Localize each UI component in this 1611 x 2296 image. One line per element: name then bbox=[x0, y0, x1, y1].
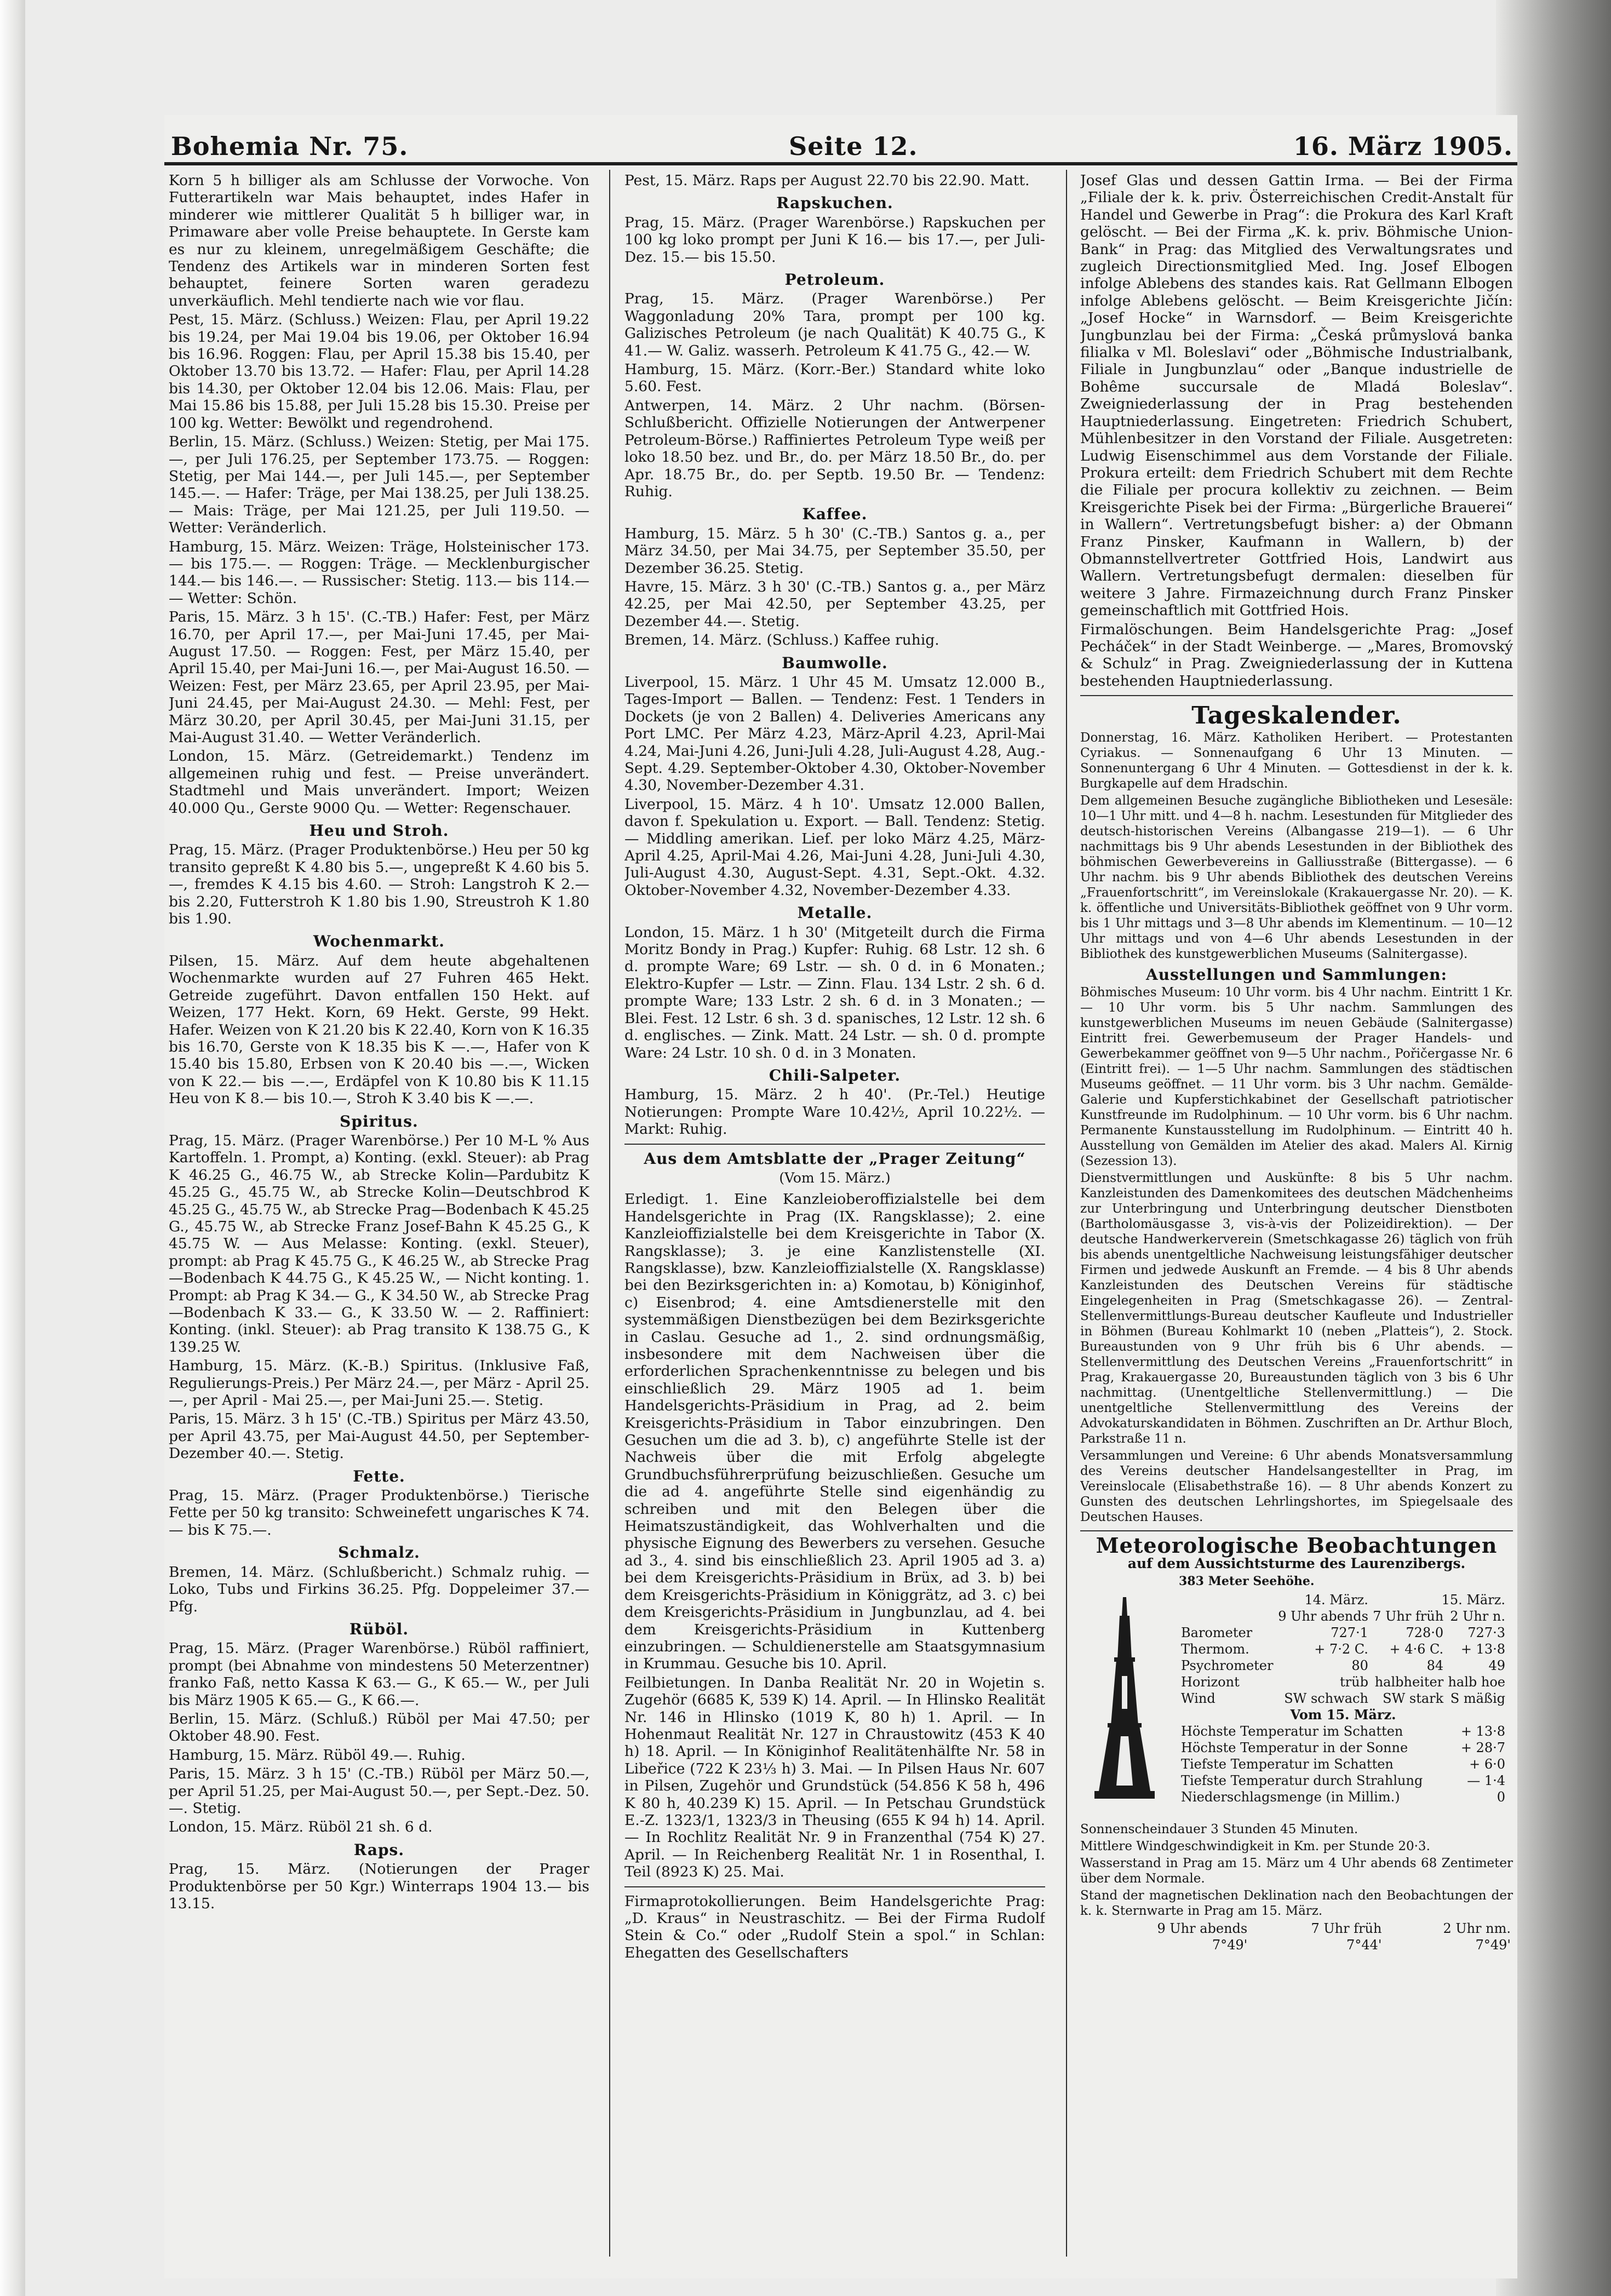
table-row bbox=[1179, 1723, 1507, 1740]
article-paragraph: Liverpool, 15. März. 4 h 10'. Umsatz 12.000 Ballen, davon f. Spekulation u. Export. — Ball. Tendenz: Stetig. — Middling amerikan. Lief. per loko März 4.25, März-April 4.25, April-Mai 4.26, Mai-Juni 4.28, Juni-Juli 4.30, Juli-August 4.30, August-Sept. 4.31, Sept.-Okt. 4.32. Oktober-November 4.32, November-Dezember 4.33. bbox=[624, 795, 1045, 899]
article-paragraph: Prag, 15. März. (Prager Warenbörse.) Rapskuchen per 100 kg loko prompt per Juni K 16.— bis 17.—, per Juli-Dez. 15.— bis 15.50. bbox=[624, 214, 1045, 266]
weather-table bbox=[1179, 1592, 1507, 1805]
cell: + 4·6 C. bbox=[1389, 1641, 1444, 1657]
time-header: 9 Uhr abends bbox=[1157, 1920, 1248, 1936]
cell: 7°44' bbox=[1346, 1937, 1382, 1953]
article-paragraph: Hamburg, 15. März. 2 h 40'. (Pr.-Tel.) Heutige Notierungen: Prompte Ware 10.42½, April 10.22½. — Markt: Ruhig. bbox=[624, 1086, 1045, 1138]
article-paragraph: Versammlungen und Vereine: 6 Uhr abends Monatsversammlung des Vereins deutscher Handelsangestellter in Prag, im Vereinslocale (Elisabethstraße 16). — 8 Uhr abends Konzert zu Gunsten des deutschen Lehrlingshortes, im Spiegelsaale des Deutschen Hauses. bbox=[1080, 1448, 1513, 1524]
cell: SW stark bbox=[1383, 1690, 1444, 1706]
section-heading: Metalle. bbox=[797, 904, 873, 922]
article-paragraph: Dem allgemeinen Besuche zugängliche Bibliotheken und Lesesäle: 10—1 Uhr mitt. und 4—8 h. nachm. Lesestunden für Mitglieder des deutsch-historischen Vereins (Albangasse 219—1). — 6 Uhr nachmittags bis 9 Uhr abends Lesestunden in der Bibliothek des böhmischen Gewerbevereins in Galliusstraße (Bittergasse). — 6 Uhr nachm. bis 9 Uhr abends Bibliothek des deutschen Vereins „Frauenfortschritt“, im Vereinslokale (Krakauergasse Nr. 20). — K. k. öffentliche und Universitäts-Bibliothek geöffnet von 9 Uhr vorm. bis 1 Uhr mittags und 3—8 Uhr abends im Klementinum. — 10—12 Uhr mittags und von 4—6 Uhr abends Lesestunden in der Bibliothek des kunstgewerblichen Museums (Salnitergasse). bbox=[1080, 793, 1513, 961]
time-header: 2 Uhr n. bbox=[1450, 1608, 1505, 1624]
cell: halbheiter bbox=[1374, 1674, 1444, 1690]
divider bbox=[624, 1886, 1045, 1887]
section-heading-meteorology: Meteorologische Beobachtungen bbox=[1096, 1532, 1498, 1558]
article-paragraph: Prag, 15. März. (Prager Produktenbörse.) Tierische Fette per 50 kg transito: Schweinefett ungarisches K 74.— bis K 75.—. bbox=[169, 1487, 589, 1539]
cell: SW schwach bbox=[1284, 1690, 1368, 1706]
section-heading: Schmalz. bbox=[338, 1543, 420, 1562]
date-header: 15. März. bbox=[1441, 1592, 1505, 1608]
table-row bbox=[1179, 1674, 1507, 1690]
cell: 728·0 bbox=[1406, 1625, 1444, 1640]
section-heading: Ausstellungen und Sammlungen: bbox=[1146, 965, 1447, 984]
section-heading: Baumwolle. bbox=[782, 653, 888, 672]
section-heading-tageskalender: Tageskalender. bbox=[1191, 702, 1402, 730]
divider bbox=[1080, 1530, 1513, 1531]
article-paragraph: Pilsen, 15. März. Auf dem heute abgehaltenen Wochenmarkte wurden auf 27 Fuhren 465 Hekt. Getreide zugeführt. Davon entfallen 150 Hekt. auf Weizen, 177 Hekt. Korn, 69 Hekt. Gerste, 99 Hekt. Hafer. Weizen von K 21.20 bis K 22.40, Korn von K 16.35 bis 16.70, Gerste von K 18.35 bis K —.—, Hafer von K 15.40 bis 15.80, Erbsen von K 20.40 bis —.—, Wicken von K 22.— bis —.—, Erdäpfel von K 10.80 bis K 11.15 Heu von K 8.— bis 10.—, Stroh K 3.40 bis K —.—. bbox=[169, 952, 589, 1107]
article-paragraph: Sonnenscheindauer 3 Stunden 45 Minuten. bbox=[1080, 1822, 1358, 1836]
article-paragraph: Hamburg, 15. März. Weizen: Träge, Holsteinischer 173.— bis 175.—. — Roggen: Träge. — Mecklenburgischer 144.— bis 146.—. — Russischer: Stetig. 113.— bis 114.— — Wetter: Schön. bbox=[169, 538, 589, 607]
section-heading: Raps. bbox=[353, 1840, 405, 1859]
weather-observations bbox=[1080, 1592, 1513, 1822]
newspaper-page bbox=[164, 115, 1517, 2278]
cell: + 13·8 bbox=[1460, 1723, 1505, 1739]
article-paragraph: Prag, 15. März. (Notierungen der Prager Produktenbörse per 50 Kgr.) Winterraps 1904 13.— bis 13.15. bbox=[169, 1861, 589, 1912]
article-paragraph: Bremen, 14. März. (Schlußbericht.) Schmalz ruhig. — Loko, Tubs und Firkins 36.25. Pfg. Doppeleimer 37.— Pfg. bbox=[169, 1563, 589, 1615]
row-label: Horizont bbox=[1181, 1674, 1240, 1690]
article-paragraph: London, 15. März. (Getreidemarkt.) Tendenz im allgemeinen ruhig und fest. — Preise unverändert. Stadtmehl und Mais unverändert. Import; Weizen 40.000 Qu., Gerste 9000 Qu. — Wetter: Regenschauer. bbox=[169, 748, 589, 817]
time-header: 7 Uhr früh bbox=[1373, 1608, 1444, 1624]
section-heading: Chili-Salpeter. bbox=[769, 1066, 901, 1084]
row-label: Höchste Temperatur in der Sonne bbox=[1181, 1740, 1408, 1755]
cell: 7°49' bbox=[1212, 1937, 1248, 1953]
article-paragraph: Paris, 15. März. 3 h 15' (C.-TB.) Rüböl per März 50.—, per April 51.25, per Mai-August 50.—, per Sept.-Dez. 50.—. Stetig. bbox=[169, 1765, 589, 1817]
article-paragraph: Hamburg, 15. März. Rüböl 49.—. Ruhig. bbox=[169, 1746, 466, 1764]
row-label: Höchste Temperatur im Schatten bbox=[1181, 1723, 1403, 1739]
article-paragraph: Antwerpen, 14. März. 2 Uhr nachm. (Börsen-Schlußbericht. Offizielle Notierungen der Antwerpener Petroleum-Börse.) Raffiniertes Petroleum Type weiß per loko 18.50 bez. und Br., do. per März 18.50 Br., do. per Apr. 18.75 Br., do. per Septb. 19.50 Br. — Tendenz: Ruhig. bbox=[624, 397, 1045, 500]
article-paragraph: Liverpool, 15. März. 1 Uhr 45 M. Umsatz 12.000 B., Tages-Import — Ballen. — Tendenz: Fest. 1 Tenders in Dockets (je von 2 Ballen) 4. Deliveries Americans any Port LMC. Per März 4.23, März-April 4.23, April-Mai 4.24, Mai-Juni 4.26, Juni-Juli 4.28, Juli-August 4.28, Aug.-Sept. 4.29. September-Oktober 4.30, Oktober-November 4.30, November-Dezember 4.31. bbox=[624, 673, 1045, 794]
article-paragraph: Hamburg, 15. März. (K.-B.) Spiritus. (Inklusive Faß, Regulierungs-Preis.) Per März 24.—, per März - April 25.—, per April - Mai 25.—, per Mai-Juni 25.—. Stetig. bbox=[169, 1357, 589, 1409]
section-heading: Aus dem Amtsblatte der „Prager Zeitung“ bbox=[644, 1149, 1026, 1168]
article-paragraph: Prag, 15. März. (Prager Produktenbörse.) Heu per 50 kg transito gepreßt K 4.80 bis 5.—, ungepreßt K 4.60 bis 5.—, fremdes K 4.15 bis 4.60. — Stroh: Langstroh K 2.— bis 2.20, Futterstroh K 1.80 bis 1.90, Streustroh K 1.80 bis 1.90. bbox=[169, 841, 589, 928]
article-paragraph: Mittlere Windgeschwindigkeit in Km. per Stunde 20·3. bbox=[1080, 1839, 1430, 1853]
article-paragraph: Dienstvermittlungen und Auskünfte: 8 bis 5 Uhr nachm. Kanzleistunden des Damenkomitees des deutschen Mädchenheims zur Unterbringung und Unterbringung deutscher Dienstboten (Bartholomäusgasse 3, vis-à-vis der Polizeidirektion). — Der deutsche Handwerkerverein (Smetschkagasse 26) täglich von früh bis abends unentgeltliche Nachweisung leistungsfähiger deutscher Firmen und jedwede Auskunft an Fremde. — 4 bis 8 Uhr abends Kanzleistunden des Deutschen Vereins für städtische Eingelegenheiten in Prag (Smetschkagasse 26). — Zentral-Stellenvermittlungs-Bureau deutscher Kaufleute und Industrieller in Böhmen (Bureau Kohlmarkt 10 (neben „Platteis“), 2. Stock. Bureaustunden von 9 Uhr früh bis 6 Uhr abends. — Stellenvermittlung des Deutschen Vereins „Frauenfortschritt“ in Prag, Krakauergasse 20, Bureaustunden täglich von 3 bis 6 Uhr nachmittag. (Unentgeltliche Stellenvermittlung.) — Die unentgeltliche Stellenvermittlung des Vereins der Advokaturskandidaten in Böhmen. Zuschriften an Dr. Arthur Bloch, Parkstraße 11 n. bbox=[1080, 1170, 1513, 1446]
article-paragraph: Prag, 15. März. (Prager Warenbörse.) Per Waggonladung 20% Tara, prompt per 100 kg. Galizisches Petroleum (je nach Qualität) K 40.75 G., K 41.— W. Galiz. wasserh. Petroleum K 41.75 G., 42.— W. bbox=[624, 290, 1045, 359]
article-paragraph: Hamburg, 15. März. (Korr.-Ber.) Standard white loko 5.60. Fest. bbox=[624, 361, 1045, 395]
article-paragraph: Havre, 15. März. 3 h 30' (C.-TB.) Santos g. a., per März 42.25, per Mai 42.50, per September 43.25, per Dezember 44.—. Stetig. bbox=[624, 578, 1045, 630]
article-paragraph: Pest, 15. März. (Schluss.) Weizen: Flau, per April 19.22 bis 19.24, per Mai 19.04 bis 19.06, per Oktober 16.94 bis 16.96. Roggen: Flau, per April 15.38 bis 15.40, per Oktober 13.70 bis 13.72. — Hafer: Flau, per April 14.28 bis 14.30, per Oktober 12.04 bis 12.06. Mais: Flau, per Mai 15.86 bis 15.88, per Juli 15.28 bis 15.30. Preise per 100 kg. Wetter: Bewölkt und regendrohend. bbox=[169, 311, 589, 432]
cell: — 1·4 bbox=[1467, 1772, 1505, 1788]
section-heading: Spiritus. bbox=[340, 1112, 418, 1130]
row-label: Psychrometer bbox=[1181, 1657, 1274, 1673]
article-paragraph: Paris, 15. März. 3 h 15' (C.-TB.) Spiritus per März 43.50, per April 43.75, per Mai-August 44.50, per September-Dezember 40.—. Stetig. bbox=[169, 1410, 589, 1462]
table-row bbox=[1179, 1756, 1507, 1772]
article-paragraph: Bremen, 14. März. (Schluss.) Kaffee ruhig. bbox=[624, 632, 939, 649]
table-row bbox=[1179, 1625, 1507, 1641]
article-paragraph: London, 15. März. Rüböl 21 sh. 6 d. bbox=[169, 1818, 433, 1836]
divider bbox=[1080, 695, 1513, 696]
cell: 49 bbox=[1488, 1657, 1505, 1673]
row-label: Thermom. bbox=[1181, 1641, 1249, 1657]
header-page-number: Seite 12. bbox=[789, 131, 918, 161]
article-paragraph: Stand der magnetischen Deklination nach den Beobachtungen der k. k. Sternwarte in Prag am 15. März. bbox=[1080, 1888, 1513, 1918]
article-paragraph: Paris, 15. März. 3 h 15'. (C.-TB.) Hafer: Fest, per März 16.70, per April 17.—, per Mai-Juni 17.45, per Mai-August 17.50. — Roggen: Fest, per März 15.40, per April 15.40, per Mai-Juni 16.—, per Mai-August 16.50. — Weizen: Fest, per März 23.65, per April 23.95, per Mai-Juni 24.45, per Mai-August 24.30. — Mehl: Fest, per März 30.20, per April 30.45, per Mai-Juni 31.15, per Mai-August 31.40. — Wetter Veränderlich. bbox=[169, 609, 589, 746]
header-issue: Bohemia Nr. 75. bbox=[171, 131, 409, 161]
date-header: 14. März. bbox=[1304, 1592, 1368, 1608]
section-heading: Heu und Stroh. bbox=[309, 822, 449, 840]
subtable-heading: Vom 15. März. bbox=[1290, 1706, 1396, 1723]
section-heading: Rüböl. bbox=[349, 1620, 409, 1638]
cell: + 7·2 C. bbox=[1314, 1641, 1368, 1657]
article-paragraph: London, 15. März. 1 h 30' (Mitgeteilt durch die Firma Moritz Bondy in Prag.) Kupfer: Ruhig. 68 Lstr. 12 sh. 6 d. prompte Ware; 69 Lstr. — sh. 0 d. in 6 Monaten.; Elektro-Kupfer — Lstr. — Zinn. Flau. 134 Lstr. 2 sh. 6 d. prompte Ware; 133 Lstr. 2 sh. 6 d. in 3 Monaten.; — Blei. Fest. 12 Lstr. 6 sh. 3 d. spanisches, 12 Lstr. 12 sh. 6 d. englisches. — Zink. Matt. 24 Lstr. — sh. 0 d. prompte Ware: 24 Lstr. 10 sh. 0 d. in 3 Monaten. bbox=[624, 923, 1045, 1061]
table-row bbox=[1179, 1657, 1507, 1674]
article-paragraph: Firmalöschungen. Beim Handelsgerichte Prag: „Josef Pecháček“ in der Stadt Weinberge. — „Mares, Bromovský & Schulz“ in Prag. Zweigniederlassung der in Kuttena bestehenden Hauptniederlassung. bbox=[1080, 621, 1513, 690]
altitude-label: 383 Meter Seehöhe. bbox=[1179, 1574, 1315, 1589]
article-paragraph: Donnerstag, 16. März. Katholiken Heribert. — Protestanten Cyriakus. — Sonnenaufgang 6 Uhr 13 Minuten. — Sonnenuntergang 6 Uhr 4 Minuten. — Gottesdienst in der k. k. Burgkapelle auf dem Hradschin. bbox=[1080, 730, 1513, 791]
article-paragraph: Pest, 15. März. Raps per August 22.70 bis 22.90. Matt. bbox=[624, 172, 1030, 189]
page-header bbox=[164, 127, 1517, 165]
header-rule bbox=[164, 162, 1517, 165]
article-paragraph: Erledigt. 1. Eine Kanzleioberoffizialstelle bei dem Handelsgerichte in Prag (IX. Rangsklasse); 2. eine Kanzleioffizialstelle bei dem Kreisgerichte in Tabor (X. Rangsklasse); 3. je eine Kanzlistenstelle (XI. Rangsklasse), bzw. Kanzleioffizialstelle (X. Rangsklasse) bei den Bezirksgerichten in: a) Komotau, b) Königinhof, c) Eisenbrod; 4. eine Amtsdienerstelle mit den systemmäßigen Dienstbezügen bei dem Bezirksgerichte in Caslau. Gesuche ad 1., 2. sind ordnungsmäßig, insbesondere mit dem Nachweisen über die erforderlichen Sprachenkenntnisse zu belegen und bis einschließlich 29. März 1905 ad 1. beim Handelsgerichts-Präsidium in Prag, ad 2. beim Kreisgerichts-Präsidium in Tabor einzubringen. Den Gesuchen um die ad 3. b), c) angeführte Stelle ist der Nachweis über die mit Erfolg abgelegte Grundbuchsführerprüfung beizuschließen. Gesuche um die ad 4. angeführte Stelle sind eigenhändig zu schreiben und mit den Belegen über die Heimatszuständigkeit, das Wohlverhalten und die physische Eignung des Bewerbers zu versehen. Gesuche ad 3., 4. sind bis einschließlich 23. April 1905 ad 3. a) bei dem Kreisgerichts-Präsidium in Brüx, ad 3. b) bei dem Kreisgerichts-Präsidium in Königgrätz, ad 3. c) bei dem Kreisgerichts-Präsidium in Jungbunzlau, ad 4. bei dem Kreisgerichts-Präsidium in Kuttenberg einzubringen. — Schuldienerstelle am Staatsgymnasium in Krummau. Gesuche bis 10. April. bbox=[624, 1191, 1045, 1673]
cell: halb hoe bbox=[1448, 1674, 1505, 1690]
article-paragraph: Prag, 15. März. (Prager Warenbörse.) Per 10 M-L % Aus Kartoffeln. 1. Prompt, a) Konting. (exkl. Steuer): ab Prag K 46.25 G., 46.75 W., ab Strecke Kolin—Pardubitz K 45.25 G., 45.75 W., ab Strecke Kolin—Deutschbrod K 45.25 G., 45.75 W., ab Strecke Prag—Bodenbach K 45.25 G., 45.75 W., ab Strecke Franz Josef-Bahn K 45.25 G., K 45.75 W. — Aus Melasse: Konting. (exkl. Steuer), prompt: ab Prag K 45.75 G., K 46.25 W., ab Strecke Prag—Bodenbach K 44.75 G., K 45.25 W., — Nicht konting. 1. Prompt: ab Prag K 34.— G., K 34.50 W., ab Strecke Prag—Bodenbach K 33.— G., K 33.50 W. — 2. Raffiniert: Konting. (inkl. Steuer): ab Prag transito K 138.75 G., K 139.25 W. bbox=[169, 1132, 589, 1356]
cell: 727·3 bbox=[1467, 1625, 1505, 1640]
article-paragraph: Korn 5 h billiger als am Schlusse der Vorwoche. Von Futterartikeln war Mais behauptet, indes Hafer in minderer wie mittlerer Qualität 5 h billiger war, in Primaware aber volle Preise behauptete. In Gerste kam es nur zu kleinem, unregelmäßigem Geschäfte; die Tendenz des Artikels war in minderen Sorten fest behauptet, feinere Sorten waren geradezu unverkäuflich. Mehl tendierte nach wie vor flau. bbox=[169, 172, 589, 309]
section-heading: Kaffee. bbox=[802, 505, 868, 524]
scan-left-margin bbox=[0, 0, 25, 2296]
row-label: Tiefste Temperatur im Schatten bbox=[1181, 1756, 1394, 1772]
row-label: Wind bbox=[1181, 1690, 1216, 1706]
article-paragraph: Berlin, 15. März. (Schluss.) Weizen: Stetig, per Mai 175.—, per Juli 176.25, per September 173.75. — Roggen: Stetig, per Mai 144.—, per Juli 145.—, per September 145.—. — Hafer: Träge, per Mai 138.25, per Juli 138.25. — Mais: Träge, per Mai 121.25, per Juli 119.50. — Wetter: Veränderlich. bbox=[169, 433, 589, 537]
article-paragraph: Feilbietungen. In Danba Realität Nr. 20 in Wojetin s. Zugehör (6685 K, 539 K) 14. April. — In Hlinsko Realität Nr. 146 in Hlinsko (1019 K, 80 h) 1. April. — In Hohenmaut Realität Nr. 127 in Chraustowitz (453 K 40 h) 18. April. — In Königinhof Realitätenhälfte Nr. 58 in Libeřice (722 K 23⅓ h) 3. Mai. — In Pilsen Haus Nr. 607 in Pilsen, Zugehör und Grundstück (54.856 K 58 h, 496 K 80 h, 40.239 K) 15. April. — In Petschau Grundstück E.-Z. 1323/1, 1323/3 in Theusing (655 K 94 h) 14. April. — In Rochlitz Realität Nr. 9 in Franzenthal (754 K) 27. April. — In Reichenberg Realität Nr. 1 in Rosenthal, I. Teil (8923 K) 25. Mai. bbox=[624, 1674, 1045, 1881]
section-subheading: (Vom 15. März.) bbox=[779, 1169, 891, 1186]
magnetic-table bbox=[1080, 1920, 1513, 1953]
table-row bbox=[1179, 1772, 1507, 1789]
article-paragraph: Firmaprotokollierungen. Beim Handelsgerichte Prag: „D. Kraus“ in Neustraschitz. — Bei der Firma Rudolf Stein & Co.“ oder „Rudolf Stein a spol.“ in Schlan: Ehegatten des Gesellschafters bbox=[624, 1892, 1045, 1961]
section-heading: Fette. bbox=[353, 1467, 405, 1485]
column-divider bbox=[609, 170, 610, 2257]
header-date: 16. März 1905. bbox=[1293, 131, 1513, 161]
cell: trüb bbox=[1340, 1674, 1368, 1690]
observation-tower-icon bbox=[1083, 1594, 1166, 1813]
article-paragraph: Hamburg, 15. März. 5 h 30' (C.-TB.) Santos g. a., per März 34.50, per Mai 34.75, per September 35.50, per Dezember 36.25. Stetig. bbox=[624, 525, 1045, 577]
cell: + 13·8 bbox=[1460, 1641, 1505, 1657]
column-1 bbox=[169, 172, 589, 2262]
article-paragraph: Wasserstand in Prag am 15. März um 4 Uhr abends 68 Zentimeter über dem Normale. bbox=[1080, 1856, 1513, 1886]
section-heading: Rapskuchen. bbox=[776, 194, 893, 213]
cell: 84 bbox=[1426, 1657, 1444, 1673]
cell: + 6·0 bbox=[1469, 1756, 1505, 1772]
article-paragraph: Prag, 15. März. (Prager Warenbörse.) Rüböl raffiniert, prompt (bei Abnahme von mindestens 50 Meterzentner) franko Faß, netto Kassa K 63.— G., K 65.— W., per Juli bis März 1905 K 65.— G., K 66.—. bbox=[169, 1640, 589, 1709]
article-paragraph: Josef Glas und dessen Gattin Irma. — Bei der Firma „Filiale der k. k. priv. Österreichischen Credit-Anstalt für Handel und Gewerbe in Prag“: die Prokura des Karl Kraft gelöscht. — Bei der Firma „K. k. priv. Böhmische Union-Bank“ in Prag: das Mitglied des Verwaltungsrates und zugleich Directionsmitglied Med. Ing. Josef Elbogen infolge Ablebens des standes kais. Rat Gellmann Elbogen infolge Ablebens gelöscht. — Beim Kreisgerichte Jičín: „Josef Hocke“ in Warnsdorf. — Beim Kreisgerichte Jungbunzlau bei der Firma: „Česká průmyslová banka filialka v Ml. Boleslavi“ oder „Böhmische Industrialbank, Filiale in Jungbunzlau“ oder „Banque industrielle de Bohême succursale de Mladá Boleslav“. Zweigniederlassung der in Prag bestehenden Hauptniederlassung. Eingetreten: Friedrich Schubert, Mühlenbesitzer in den Vorstand der Filiale. Ausgetreten: Ludwig Eisenschimmel aus dem Vorstande der Filiale. Prokura erteilt: dem Friedrich Schubert mit dem Rechte die Filiale per procura kollektiv zu zeichnen. — Beim Kreisgerichte Pisek bei der Firma: „Bürgerliche Brauerei“ in Wallern“. Vertretungsbefugt bisher: a) der Obmann Franz Pinsker, Kaufmann in Wallern, b) der Obmannstellvertreter Gottfried Hois, Landwirt aus Wallern. Vertretungsbefugt dermalen: dieselben für weitere 3 Jahre. Firmazeichnung durch Franz Pinsker gemeinschaftlich mit Gottfried Hois. bbox=[1080, 172, 1513, 619]
cell: 727·1 bbox=[1331, 1625, 1368, 1640]
table-row bbox=[1179, 1690, 1507, 1707]
time-header: 7 Uhr früh bbox=[1311, 1920, 1382, 1936]
row-label: Niederschlagsmenge (in Millim.) bbox=[1181, 1789, 1400, 1805]
section-subheading: auf dem Aussichtsturme des Laurenzibergs. bbox=[1127, 1555, 1466, 1571]
cell: 7°49' bbox=[1475, 1937, 1511, 1953]
cell: 0 bbox=[1497, 1789, 1505, 1805]
row-label: Barometer bbox=[1181, 1625, 1253, 1640]
table-row bbox=[1179, 1789, 1507, 1805]
column-3 bbox=[1080, 172, 1513, 2262]
time-header: 2 Uhr nm. bbox=[1443, 1920, 1511, 1936]
cell: S mäßig bbox=[1450, 1690, 1505, 1706]
divider bbox=[624, 1144, 1045, 1145]
table-row bbox=[1179, 1740, 1507, 1756]
row-label: Tiefste Temperatur durch Strahlung bbox=[1181, 1772, 1423, 1788]
table-row bbox=[1179, 1641, 1507, 1657]
column-divider bbox=[1066, 170, 1067, 2257]
cell: 80 bbox=[1351, 1657, 1368, 1673]
column-2 bbox=[624, 172, 1045, 2262]
article-paragraph: Böhmisches Museum: 10 Uhr vorm. bis 4 Uhr nachm. Eintritt 1 Kr. — 10 Uhr vorm. bis 5 Uhr nachm. Sammlungen des kunstgewerblichen Museums im neuen Gebäude (Salnitergasse) Eintritt frei. Gewerbemuseum der Prager Handels- und Gewerbekammer geöffnet von 9—5 Uhr nachm., Pořičergasse Nr. 6 (Eintritt frei). — 1—5 Uhr nachm. Sammlungen des städtischen Museums geöffnet. — 11 Uhr vorm. bis 3 Uhr nachm. Gemälde-Galerie und Kupferstichkabinet der Gesellschaft patriotischer Kunstfreunde im Rudolphinum. — 10 Uhr vorm. bis 6 Uhr nachm. Permanente Kunstausstellung im Rudolphinum. — Eintritt 40 h. Ausstellung von Gemälden im Atelier des akad. Malers Al. Kirnig (Sezession 13). bbox=[1080, 985, 1513, 1168]
article-paragraph: Berlin, 15. März. (Schluß.) Rüböl per Mai 47.50; per Oktober 48.90. Fest. bbox=[169, 1710, 589, 1745]
section-heading: Petroleum. bbox=[784, 271, 885, 289]
section-heading: Wochenmarkt. bbox=[313, 932, 445, 951]
cell: + 28·7 bbox=[1460, 1740, 1505, 1755]
time-header: 9 Uhr abends bbox=[1278, 1608, 1368, 1624]
